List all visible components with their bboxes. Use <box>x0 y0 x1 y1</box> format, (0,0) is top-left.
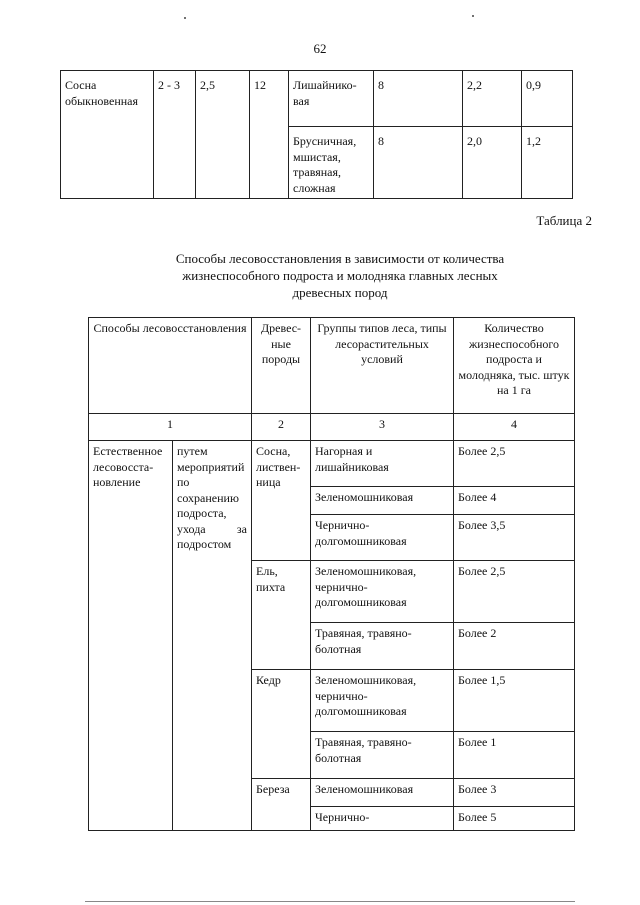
forest-type-cell: Травяная, травяно-болотная <box>311 732 454 779</box>
cell: 8 <box>374 71 463 127</box>
forest-type-cell: Чернично- <box>311 807 454 831</box>
quantity-cell: Более 2 <box>454 623 575 670</box>
page-number: 62 <box>313 41 327 56</box>
header-species: Древес-ные породы <box>252 318 311 414</box>
table-title <box>140 250 540 301</box>
cell: 1,2 <box>522 127 573 199</box>
forest-type-cell: Зеленомошниковая <box>311 779 454 807</box>
header-quantity: Количество жизнеспособного подроста и молодняка, тыс. штук на 1 га <box>454 318 575 414</box>
species-cell: Береза <box>252 779 311 831</box>
quantity-cell: Более 1 <box>454 732 575 779</box>
forest-type-cell: Брусничная, мшистая, травяная, сложная <box>289 127 374 199</box>
title-line: Способы лесовосстановления в зависимости от количества <box>175 251 505 266</box>
forest-type-cell: Чернично-долгомошниковая <box>311 515 454 561</box>
cell: 2,0 <box>463 127 522 199</box>
quantity-cell: Более 2,5 <box>454 561 575 623</box>
title-line: древесных пород <box>292 285 388 300</box>
method-name-cell: Естественное лесовосста-новление <box>89 441 173 831</box>
main-table <box>88 317 575 831</box>
forest-type-cell: Зеленомошниковая, чернично-долгомошниковая <box>311 670 454 732</box>
scan-edge-line <box>85 901 575 902</box>
scan-dot <box>472 15 474 17</box>
column-number: 4 <box>454 414 575 441</box>
species-cell: Кедр <box>252 670 311 779</box>
species-cell: Сосна, листвен-ница <box>252 441 311 561</box>
scan-dot <box>184 17 186 19</box>
quantity-cell: Более 1,5 <box>454 670 575 732</box>
species-cell: Сосна обыкновенная <box>61 71 154 199</box>
cell: 2 - 3 <box>154 71 196 199</box>
title-line: жизнеспособного подроста и молодняка главных лесных <box>182 268 498 283</box>
top-table <box>60 70 573 199</box>
quantity-cell: Более 3 <box>454 779 575 807</box>
header-groups: Группы типов леса, типы лесорастительных условий <box>311 318 454 414</box>
cell: 2,5 <box>196 71 250 199</box>
cell: 8 <box>374 127 463 199</box>
cell: 0,9 <box>522 71 573 127</box>
quantity-cell: Более 2,5 <box>454 441 575 487</box>
quantity-cell: Более 4 <box>454 487 575 515</box>
table-caption: Таблица 2 <box>536 213 592 228</box>
method-way-cell: путем мероприятий по сохранению подроста, ухода за подростом <box>173 441 252 831</box>
cell: 12 <box>250 71 289 199</box>
column-number: 3 <box>311 414 454 441</box>
cell: 2,2 <box>463 71 522 127</box>
header-methods: Способы лесовосстановления <box>89 318 252 414</box>
forest-type-cell: Лишайнико-вая <box>289 71 374 127</box>
column-number: 1 <box>89 414 252 441</box>
forest-type-cell: Нагорная и лишайниковая <box>311 441 454 487</box>
species-cell: Ель, пихта <box>252 561 311 670</box>
forest-type-cell: Зеленомошниковая, чернично-долгомошниковая <box>311 561 454 623</box>
forest-type-cell: Травяная, травяно-болотная <box>311 623 454 670</box>
column-number: 2 <box>252 414 311 441</box>
quantity-cell: Более 5 <box>454 807 575 831</box>
forest-type-cell: Зеленомошниковая <box>311 487 454 515</box>
quantity-cell: Более 3,5 <box>454 515 575 561</box>
